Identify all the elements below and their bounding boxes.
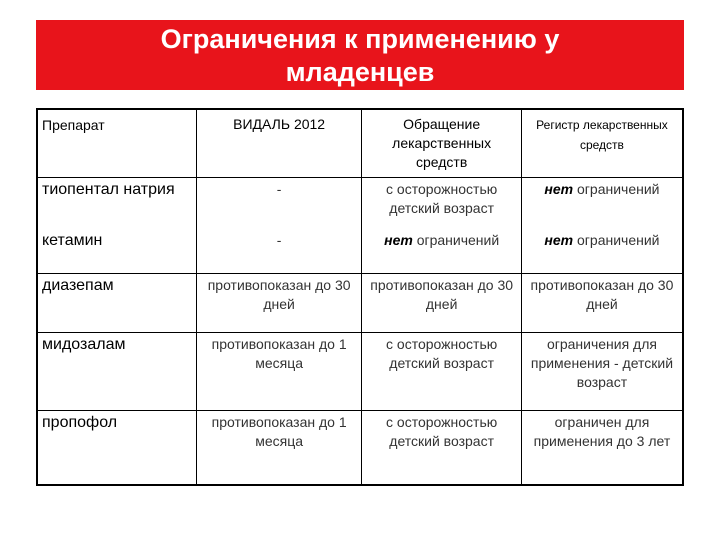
title-line-1: Ограничения к применению у xyxy=(160,24,560,54)
table-row xyxy=(37,274,683,333)
registry-cell: противопоказан до 30 дней xyxy=(521,274,683,333)
title-banner xyxy=(36,20,684,90)
table-row xyxy=(37,178,683,229)
header-obr: Обращение лекарственных средств xyxy=(362,109,522,178)
header-vidal: ВИДАЛЬ 2012 xyxy=(196,109,362,178)
table-row xyxy=(37,229,683,274)
registry-cell: ограничения для применения - детский возраст xyxy=(521,333,683,411)
vidal-cell: противопоказан до 30 дней xyxy=(196,274,362,333)
emphasis: нет xyxy=(384,231,413,248)
emphasis: нет xyxy=(544,231,574,248)
obr-cell: противопоказан до 30 дней xyxy=(362,274,522,333)
obr-cell: с осторожностью детский возраст xyxy=(362,333,522,411)
table-row xyxy=(37,411,683,485)
header-drug: Препарат xyxy=(37,109,196,178)
cell-text: ограничений xyxy=(573,231,660,248)
drug-name: кетамин xyxy=(37,229,196,274)
cell-text: ограничений xyxy=(412,231,500,248)
drug-name: диазепам xyxy=(37,274,196,333)
header-registry: Регистр лекарственных средств xyxy=(521,109,683,178)
obr-cell: с осторожностью детский возраст xyxy=(362,178,522,229)
obr-cell: с осторожностью детский возраст xyxy=(362,411,522,485)
vidal-cell: противопоказан до 1 месяца xyxy=(196,333,362,411)
drug-name: пропофол xyxy=(37,411,196,485)
registry-cell xyxy=(521,178,683,229)
vidal-cell: противопоказан до 1 месяца xyxy=(196,411,362,485)
title-line-2: младенцев xyxy=(285,57,435,87)
header-row xyxy=(37,109,683,178)
vidal-cell: - xyxy=(196,229,362,274)
obr-cell xyxy=(362,229,522,274)
cell-text: ограничений xyxy=(573,181,660,197)
emphasis: нет xyxy=(544,181,574,197)
restrictions-table xyxy=(36,108,684,486)
registry-cell: ограничен для применения до 3 лет xyxy=(521,411,683,485)
drug-name: мидозалам xyxy=(37,333,196,411)
table-row xyxy=(37,333,683,411)
registry-cell xyxy=(521,229,683,274)
vidal-cell: - xyxy=(196,178,362,229)
drug-name: тиопентал натрия xyxy=(37,178,196,229)
